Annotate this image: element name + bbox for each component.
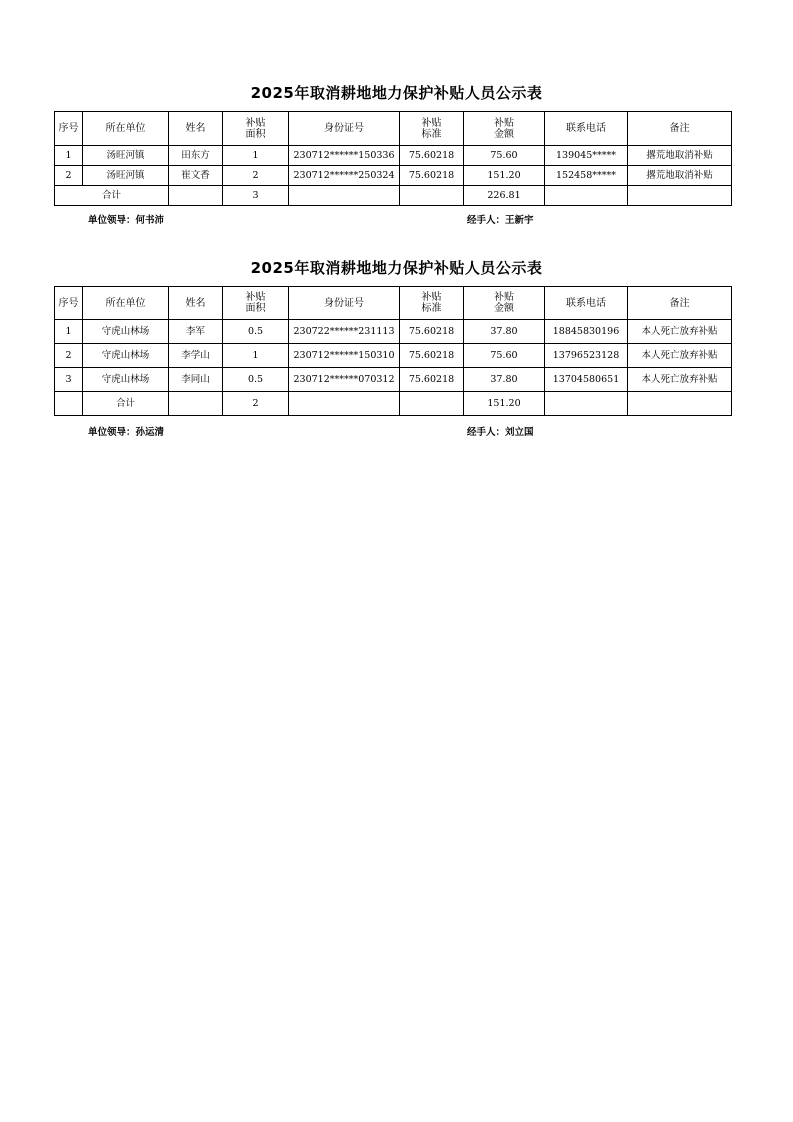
header-standard-line1: 补贴 xyxy=(421,117,442,129)
cell-note: 撂荒地取消补贴 xyxy=(628,166,732,186)
header-row xyxy=(55,112,732,146)
total-amount: 226.81 xyxy=(464,186,545,206)
cell-phone: 13796523128 xyxy=(545,344,628,368)
cell-phone: 13704580651 xyxy=(545,368,628,392)
cell-phone: 18845830196 xyxy=(545,320,628,344)
cell-area: 1 xyxy=(223,344,289,368)
header-amount xyxy=(464,112,545,146)
handler-1: 经手人：王新宇 xyxy=(467,215,534,226)
header-standard xyxy=(400,112,464,146)
table-1-title: 2025年取消耕地地力保护补贴人员公示表 xyxy=(250,84,543,102)
header-phone: 联系电话 xyxy=(545,287,628,320)
cell-seq: 1 xyxy=(55,146,83,166)
cell-id: 230722******231113 xyxy=(289,320,400,344)
table-row xyxy=(55,320,732,344)
cell-note: 本人死亡放弃补贴 xyxy=(628,320,732,344)
cell-name: 李学山 xyxy=(169,344,223,368)
cell-area: 2 xyxy=(223,166,289,186)
cell-amount: 37.80 xyxy=(464,320,545,344)
table-row xyxy=(55,344,732,368)
header-amount xyxy=(464,287,545,320)
cell-empty xyxy=(289,186,400,206)
cell-standard: 75.60218 xyxy=(400,146,464,166)
header-id: 身份证号 xyxy=(289,287,400,320)
cell-unit: 守虎山林场 xyxy=(83,320,169,344)
cell-seq: 3 xyxy=(55,368,83,392)
cell-id: 230712******150336 xyxy=(289,146,400,166)
cell-empty xyxy=(169,392,223,416)
header-standard-line2: 标准 xyxy=(421,128,442,140)
total-row xyxy=(55,392,732,416)
total-label: 合计 xyxy=(83,392,169,416)
total-area: 3 xyxy=(223,186,289,206)
cell-name: 李同山 xyxy=(169,368,223,392)
header-amount-line1: 补贴 xyxy=(494,292,514,303)
header-amount-line2: 金额 xyxy=(494,303,514,314)
cell-unit: 守虎山林场 xyxy=(83,344,169,368)
cell-unit: 汤旺河镇 xyxy=(83,146,169,166)
subsidy-table-2 xyxy=(54,286,732,416)
cell-phone: 152458***** xyxy=(545,166,628,186)
cell-standard: 75.60218 xyxy=(400,344,464,368)
cell-standard: 75.60218 xyxy=(400,166,464,186)
total-area: 2 xyxy=(223,392,289,416)
cell-name: 田东方 xyxy=(169,146,223,166)
table-2-title: 2025年取消耕地地力保护补贴人员公示表 xyxy=(250,259,543,277)
header-amount-line1: 补贴 xyxy=(494,117,514,129)
cell-standard: 75.60218 xyxy=(400,320,464,344)
total-amount: 151.20 xyxy=(464,392,545,416)
header-unit: 所在单位 xyxy=(83,287,169,320)
cell-seq: 1 xyxy=(55,320,83,344)
cell-name: 李军 xyxy=(169,320,223,344)
cell-note: 本人死亡放弃补贴 xyxy=(628,344,732,368)
cell-seq: 2 xyxy=(55,166,83,186)
cell-empty xyxy=(545,186,628,206)
cell-empty xyxy=(628,186,732,206)
cell-area: 0.5 xyxy=(223,320,289,344)
header-phone: 联系电话 xyxy=(545,112,628,146)
cell-id: 230712******150310 xyxy=(289,344,400,368)
cell-empty xyxy=(400,392,464,416)
header-area-line2: 面积 xyxy=(245,128,266,140)
table-row xyxy=(55,166,732,186)
header-amount-line2: 金额 xyxy=(494,128,514,140)
cell-unit: 守虎山林场 xyxy=(83,368,169,392)
cell-area: 0.5 xyxy=(223,368,289,392)
cell-note: 撂荒地取消补贴 xyxy=(628,146,732,166)
cell-standard: 75.60218 xyxy=(400,368,464,392)
header-note: 备注 xyxy=(628,287,732,320)
header-name: 姓名 xyxy=(169,287,223,320)
cell-empty xyxy=(400,186,464,206)
total-label: 合计 xyxy=(55,186,169,206)
handler-2: 经手人：刘立国 xyxy=(467,427,534,438)
header-id: 身份证号 xyxy=(289,112,400,146)
cell-id: 230712******070312 xyxy=(289,368,400,392)
header-row xyxy=(55,287,732,320)
header-unit: 所在单位 xyxy=(83,112,169,146)
table-row xyxy=(55,146,732,166)
cell-empty xyxy=(169,186,223,206)
cell-id: 230712******250324 xyxy=(289,166,400,186)
cell-empty xyxy=(289,392,400,416)
cell-area: 1 xyxy=(223,146,289,166)
unit-leader-1: 单位领导：何书沛 xyxy=(88,215,165,226)
cell-amount: 37.80 xyxy=(464,368,545,392)
header-note: 备注 xyxy=(628,112,732,146)
cell-seq: 2 xyxy=(55,344,83,368)
header-standard xyxy=(400,287,464,320)
cell-amount: 75.60 xyxy=(464,146,545,166)
cell-amount: 151.20 xyxy=(464,166,545,186)
header-standard-line2: 标准 xyxy=(421,303,442,314)
cell-unit: 汤旺河镇 xyxy=(83,166,169,186)
cell-name: 崔文香 xyxy=(169,166,223,186)
unit-leader-2: 单位领导：孙运清 xyxy=(88,427,165,438)
subsidy-table-1 xyxy=(54,111,732,206)
header-area-line2: 面积 xyxy=(245,303,266,314)
cell-empty xyxy=(628,392,732,416)
cell-phone: 139045***** xyxy=(545,146,628,166)
header-seq: 序号 xyxy=(55,287,83,320)
header-area xyxy=(223,112,289,146)
header-standard-line1: 补贴 xyxy=(421,292,442,303)
header-area-line1: 补贴 xyxy=(245,117,266,129)
header-name: 姓名 xyxy=(169,112,223,146)
table-row xyxy=(55,368,732,392)
cell-note: 本人死亡放弃补贴 xyxy=(628,368,732,392)
total-row xyxy=(55,186,732,206)
cell-empty xyxy=(55,392,83,416)
cell-amount: 75.60 xyxy=(464,344,545,368)
header-seq: 序号 xyxy=(55,112,83,146)
cell-empty xyxy=(545,392,628,416)
header-area xyxy=(223,287,289,320)
header-area-line1: 补贴 xyxy=(245,292,266,303)
